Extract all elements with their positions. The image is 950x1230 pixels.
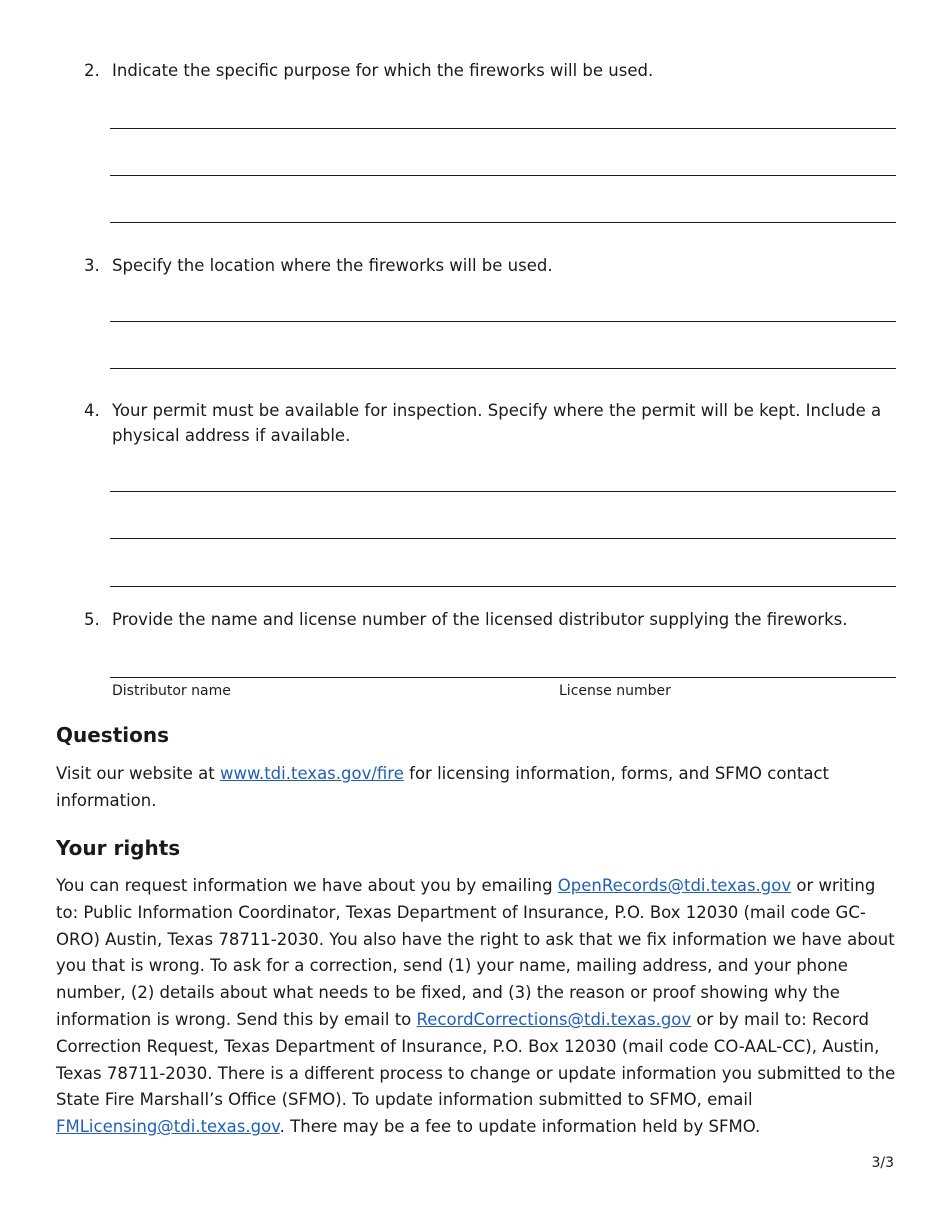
answer-line-3a[interactable] [110,321,896,322]
rights-paragraph [56,873,896,1141]
record-corrections-email-link[interactable]: RecordCorrections@tdi.texas.gov [416,1009,692,1029]
rights-heading: Your rights [56,836,181,860]
question-4-text: Your permit must be available for inspection. Specify where the permit will be kept. Include a physical address if available. [112,401,882,445]
question-2-text: Indicate the specific purpose for which the fireworks will be used. [112,61,654,80]
answer-line-4b[interactable] [110,538,896,539]
question-5-text: Provide the name and license number of the licensed distributor supplying the fireworks. [112,610,848,629]
rights-text-3: or by mail to: Record Correction Request, Texas Department of Insurance, P.O. Box 12030 (mail code CO-AAL-CC), Austin, Texas 78711-2030. There is a different process to change or update information you submitted to the State Fire Marshall’s Office (SFMO). To update information submitted to SFMO, email [56,1009,896,1110]
distributor-answer-line[interactable] [110,677,896,678]
answer-line-4c[interactable] [110,586,896,587]
license-number-label: License number [559,683,671,699]
fm-licensing-email-link[interactable]: FMLicensing@tdi.texas.gov [56,1117,280,1137]
rights-text-2: or writing to: Public Information Coordinator, Texas Department of Insurance, P.O. Box 12030 (mail code GC-ORO) Austin, Texas 78711-2030. You also have the right to ask that we fix information we have about you that is wrong. To ask for a correction, send (1) your name, mailing address, and your phone number, (2) details about what needs to be fixed, and (3) the reason or proof showing why the information is wrong. Send this by email to [56,876,895,1029]
questions-text-before: Visit our website at [56,764,220,783]
rights-text-4: . There may be a fee to update information held by SFMO. [279,1117,761,1137]
answer-line-2c[interactable] [110,222,896,223]
questions-text-after: for licensing information, forms, and SFMO contact information. [56,764,830,810]
distributor-name-label: Distributor name [112,683,231,699]
questions-heading: Questions [56,723,170,747]
question-3-number: 3. [84,256,100,275]
page-number: 3/3 [871,1155,894,1171]
answer-line-4a[interactable] [110,491,896,492]
open-records-email-link[interactable]: OpenRecords@tdi.texas.gov [557,876,792,895]
question-3-text: Specify the location where the fireworks will be used. [112,256,553,275]
rights-text-1: You can request information we have about you by emailing [56,876,558,895]
question-5-number: 5. [84,610,100,629]
answer-line-2b[interactable] [110,175,896,176]
questions-paragraph [56,761,896,815]
website-link[interactable]: www.tdi.texas.gov/fire [219,764,404,783]
answer-line-2a[interactable] [110,128,896,129]
question-2-number: 2. [84,61,100,80]
question-4-number: 4. [84,401,100,420]
answer-line-3b[interactable] [110,368,896,369]
